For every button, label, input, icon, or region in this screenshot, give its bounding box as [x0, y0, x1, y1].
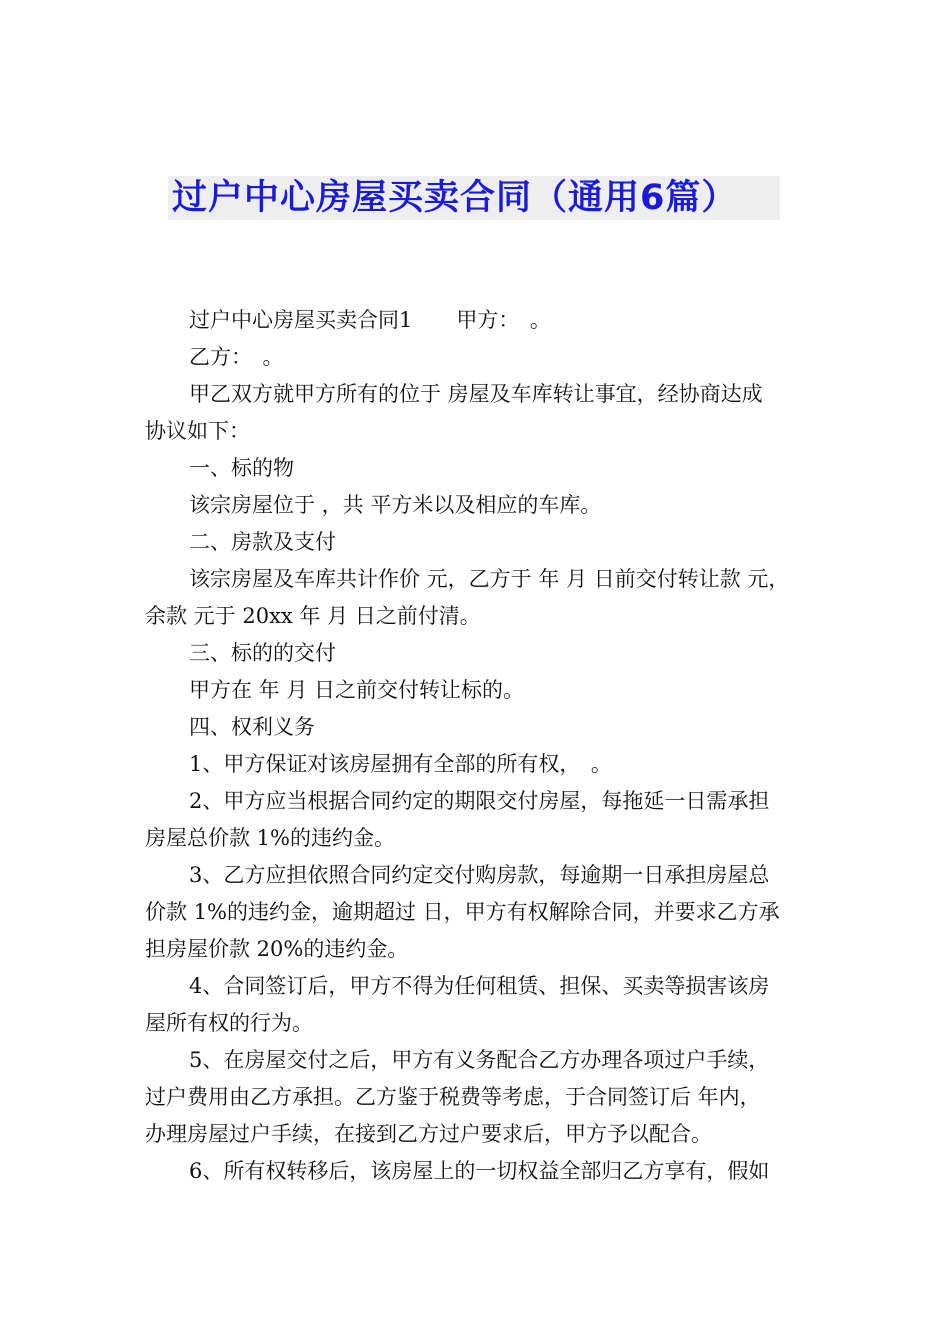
text-line: 办理房屋过户手续，在接到乙方过户要求后，甲方予以配合。 [145, 1122, 712, 1146]
party-a-line: 甲方： 。 [456, 308, 551, 332]
text-line: 担房屋价款 20%的违约金。 [145, 937, 409, 961]
text-line: 三、标的的交付 [189, 641, 336, 665]
title-highlight [168, 176, 780, 220]
paragraph-party-b [145, 339, 815, 376]
text-line: 6、所有权转移后，该房屋上的一切权益全部归乙方享有，假如 [189, 1159, 770, 1183]
text-line: 屋所有权的行为。 [145, 1011, 313, 1035]
text-line: 甲乙双方就甲方所有的位于 房屋及车库转让事宜，经协商达成 [189, 382, 763, 406]
text-line: 3、乙方应担依照合同约定交付购房款，每逾期一日承担房屋总 [189, 863, 770, 887]
section-heading-delivery [145, 635, 815, 672]
document-title: 过户中心房屋买卖合同（通用6篇） [172, 178, 738, 218]
text-line: 房屋总价款 1%的违约金。 [145, 826, 395, 850]
clause-1 [145, 746, 815, 783]
clause-4 [145, 968, 815, 1042]
text-line: 1、甲方保证对该房屋拥有全部的所有权， 。 [189, 752, 612, 776]
paragraph-delivery [145, 672, 815, 709]
text-line: 4、合同签订后，甲方不得为任何租赁、担保、买卖等损害该房 [189, 974, 770, 998]
clause-3 [145, 857, 815, 968]
text-line: 余款 元于 20xx 年 月 日之前付清。 [145, 604, 481, 628]
contract-heading: 过户中心房屋买卖合同1 [189, 308, 413, 332]
text-line: 该宗房屋位于 ，共 平方米以及相应的车库。 [189, 493, 602, 517]
paragraph-payment [145, 561, 815, 635]
document-body [145, 302, 815, 1190]
text-line: 过户费用由乙方承担。乙方鉴于税费等考虑，于合同签订后 年内， [145, 1085, 761, 1109]
section-heading-payment [145, 524, 815, 561]
text-line: 甲方在 年 月 日之前交付转让标的。 [189, 678, 525, 702]
clause-6 [145, 1153, 815, 1190]
text-line: 一、标的物 [189, 456, 294, 480]
text-line: 协议如下： [145, 419, 250, 443]
text-line: 四、权利义务 [189, 715, 315, 739]
clause-2 [145, 783, 815, 857]
paragraph-agreement [145, 376, 815, 450]
text-line: 乙方： 。 [189, 345, 284, 369]
section-heading-rights [145, 709, 815, 746]
paragraph-contract-heading [145, 302, 815, 339]
section-heading-subject [145, 450, 815, 487]
text-line: 2、甲方应当根据合同约定的期限交付房屋，每拖延一日需承担 [189, 789, 770, 813]
text-line: 该宗房屋及车库共计作价 元，乙方于 年 月 日前交付转让款 元， [189, 567, 790, 591]
paragraph-subject [145, 487, 815, 524]
text-line: 二、房款及支付 [189, 530, 336, 554]
clause-5 [145, 1042, 815, 1153]
text-line: 价款 1%的违约金，逾期超过 日，甲方有权解除合同，并要求乙方承 [145, 900, 780, 924]
text-line: 5、在房屋交付之后，甲方有义务配合乙方办理各项过户手续， [189, 1048, 770, 1072]
